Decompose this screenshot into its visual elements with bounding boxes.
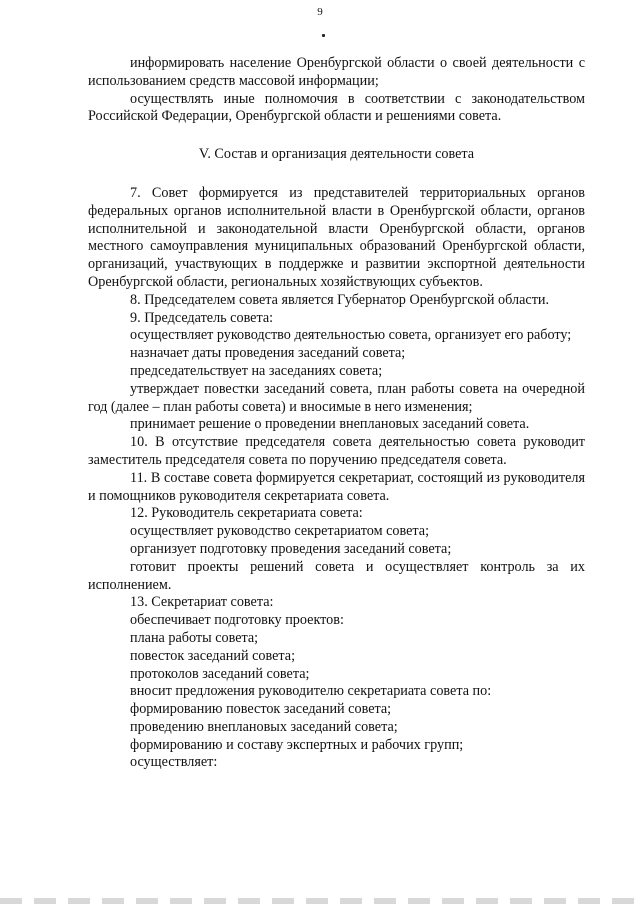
paragraph: 13. Секретариат совета: xyxy=(130,594,274,611)
paragraph: вносит предложения руководителю секретариата совета по: xyxy=(130,683,492,700)
paragraph: 9. Председатель совета: xyxy=(130,309,274,326)
scan-artifact-line xyxy=(0,898,640,904)
document-body xyxy=(88,55,585,772)
paragraph: готовит проекты решений совета и осуществляет контроль за их исполнением. xyxy=(88,558,585,593)
paragraph: 10. В отсутствие председателя совета деятельностью совета руководит заместитель председателя совета по поручению председателя совета. xyxy=(88,434,585,468)
paragraph: принимает решение о проведении внеплановых заседаний совета. xyxy=(130,416,530,433)
paragraph: 8. Председателем совета является Губернатор Оренбургской области. xyxy=(130,291,550,308)
paragraph: формированию и составу экспертных и рабочих групп; xyxy=(130,736,464,753)
paragraph: плана работы совета; xyxy=(130,629,259,646)
page-number: 9 xyxy=(317,6,323,18)
paragraph: 7. Совет формируется из представителей территориальных органов федеральных органов исполнительной власти в Оренбургской области, органов исполнительной и законодательной власти Оренбургской области, органов местного самоуправления муниципальных образований Оренбургской области, организаций, участвующих в поддержке и развитии экспортной деятельности Оренбургской области, региональных хозяйствующих субъектов. xyxy=(88,184,585,290)
paragraph: формированию повесток заседаний совета; xyxy=(130,701,392,718)
section-heading: V. Состав и организация деятельности совета xyxy=(198,146,475,163)
paragraph: повесток заседаний совета; xyxy=(130,647,296,664)
paragraph: информировать население Оренбургской области о своей деятельности с использованием средств массовой информации; xyxy=(88,55,585,89)
paragraph: председательствует на заседаниях совета; xyxy=(130,362,383,379)
paragraph: протоколов заседаний совета; xyxy=(130,665,310,682)
paragraph: утверждает повестки заседаний совета, план работы совета на очередной год (далее – план работы совета) и вносимые в него изменения; xyxy=(88,380,585,415)
paragraph: осуществляет руководство деятельностью совета, организует его работу; xyxy=(130,327,572,344)
paragraph: осуществляет: xyxy=(130,754,218,771)
paragraph: осуществлять иные полномочия в соответствии с законодательством Российской Федерации, Оренбургской области и решениями совета. xyxy=(88,90,585,125)
paragraph: назначает даты проведения заседаний совета; xyxy=(130,345,406,362)
paragraph: обеспечивает подготовку проектов: xyxy=(130,612,344,629)
paragraph: 11. В составе совета формируется секретариат, состоящий из руководителя и помощников руководителя секретариата совета. xyxy=(88,469,585,504)
paragraph: 12. Руководитель секретариата совета: xyxy=(130,505,363,522)
paragraph: проведению внеплановых заседаний совета; xyxy=(130,718,398,735)
scan-mark xyxy=(322,34,325,37)
paragraph: осуществляет руководство секретариатом совета; xyxy=(130,523,430,540)
paragraph: организует подготовку проведения заседаний совета; xyxy=(130,540,452,557)
